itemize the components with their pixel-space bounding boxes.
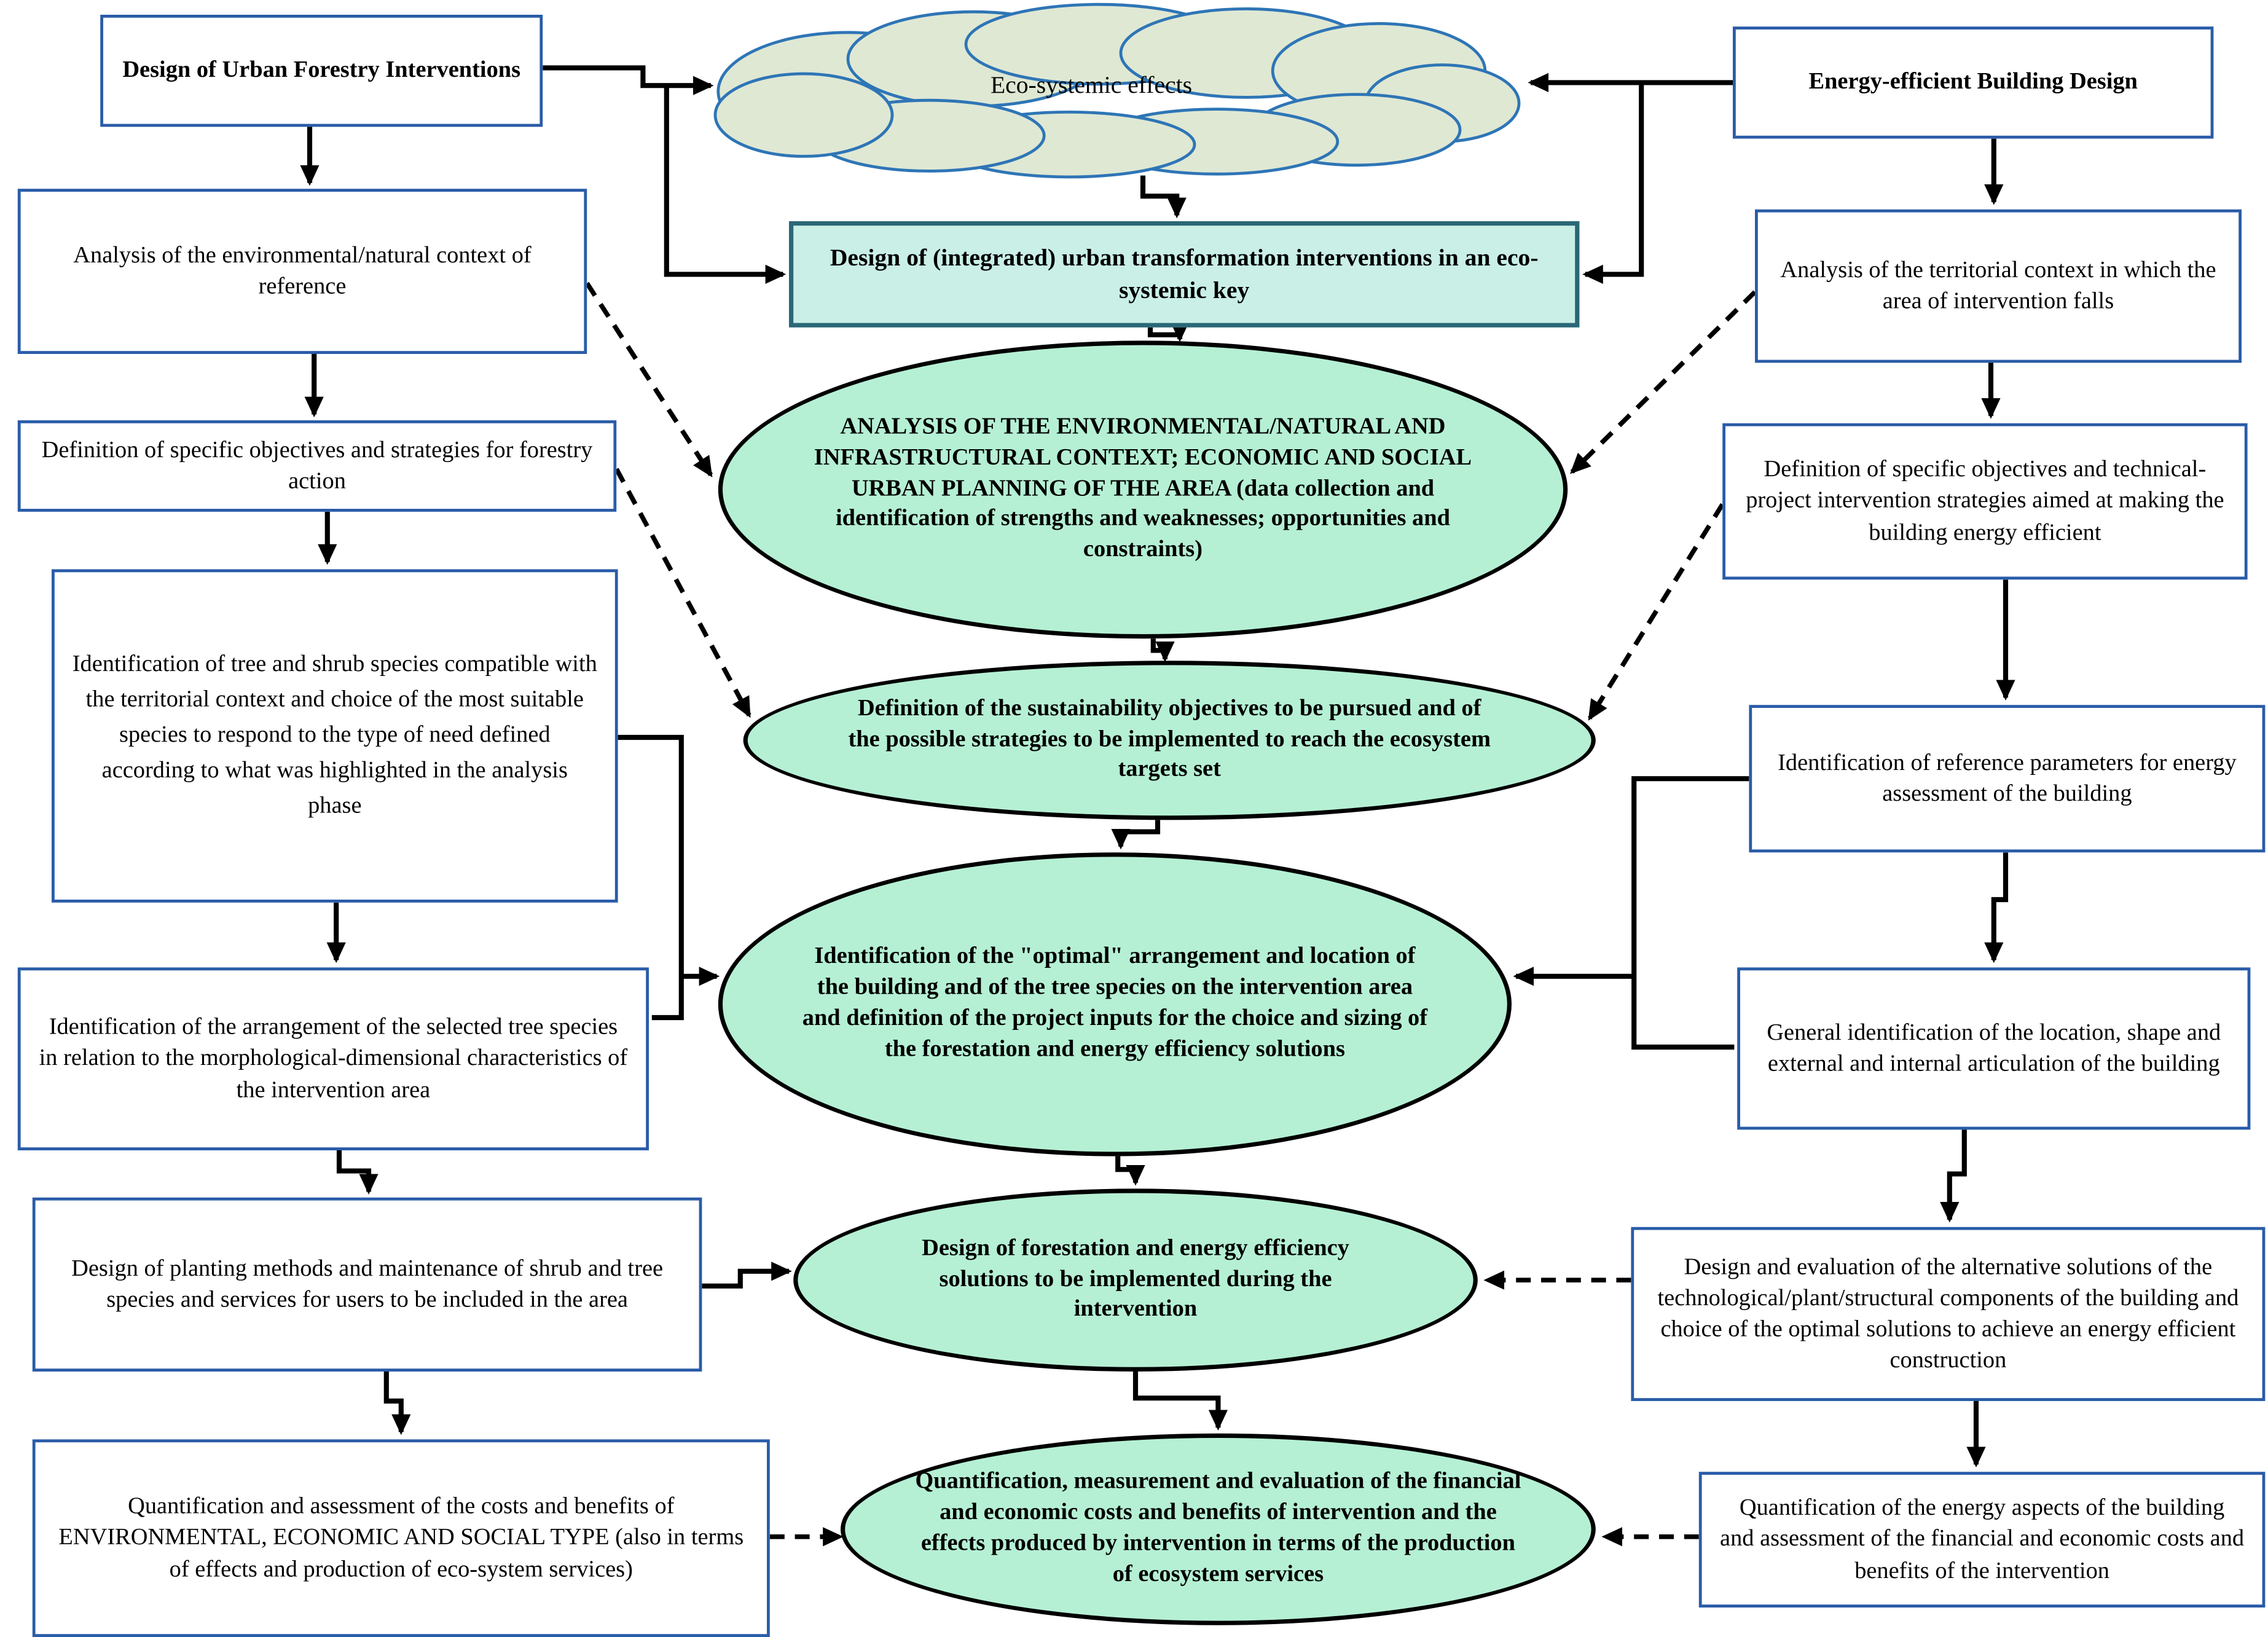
- node-left-species-identification: Identification of tree and shrub species compatible with the territorial context and choice of the most suitable species to respond to the type of need defined according to what was highlighted in the analysis phase: [52, 569, 618, 902]
- ellipse-costs-benefits-evaluation: Quantification, measurement and evaluation of the financial and economic costs and benefits of intervention and the effects produced by intervention in terms of the production of ecosystem services: [841, 1434, 1596, 1625]
- ellipse-context-analysis: ANALYSIS OF THE ENVIRONMENTAL/NATURAL AND INFRASTRUCTURAL CONTEXT; ECONOMIC AND SOCIAL URBAN PLANNING OF THE AREA (data collection and identification of strengths and weaknesses; opportunities and constraints): [718, 340, 1568, 638]
- node-left-species-arrangement: Identification of the arrangement of the selected tree species in relation to the morphological-dimensional characteristics of the intervention area: [18, 967, 649, 1150]
- arrow-analysis-to-objectives: [1153, 638, 1165, 659]
- arrow-design-to-quantification: [1136, 1372, 1218, 1427]
- arrow-building-to-integration: [1585, 82, 1641, 274]
- bracket-right-to-arrangement: [1634, 779, 1749, 1047]
- node-right-energy-quantification: Quantification of the energy aspects of the building and assessment of the financial and economic costs and benefits of the intervention: [1699, 1472, 2266, 1608]
- node-left-forestry-objectives: Definition of specific objectives and strategies for forestry action: [18, 420, 616, 512]
- ellipse-solutions-design: Design of forestation and energy efficiency solutions to be implemented during the intervention: [793, 1188, 1478, 1372]
- arrow-right-3-4: [1994, 852, 2006, 960]
- arrow-integration-to-analysis: [1150, 328, 1180, 339]
- ellipse-optimal-arrangement: Identification of the "optimal" arrangement and location of the building and of the tree species on the intervention area and definition of the project inputs for the choice and sizing of the forestation and energy efficiency solutions: [718, 852, 1512, 1156]
- node-right-territorial-analysis: Analysis of the territorial context in which the area of intervention falls: [1755, 210, 2242, 363]
- ellipse-sustainability-objectives: Definition of the sustainability objectives to be pursued and of the possible strategies to be implemented to reach the ecosystem targets set: [744, 661, 1596, 820]
- node-right-solutions-evaluation: Design and evaluation of the alternative solutions of the technological/plant/structural components of the building and choice of the optimal solutions to achieve an energy efficient construction: [1631, 1227, 2265, 1401]
- arrow-left-5-6: [387, 1372, 401, 1432]
- node-left-planting-design: Design of planting methods and maintenance of shrub and tree species and services for users to be included in the area: [33, 1198, 702, 1372]
- arrow-planting-to-design: [702, 1271, 789, 1286]
- cloud-label: Eco-systemic effects: [990, 71, 1193, 99]
- node-left-environmental-analysis: Analysis of the environmental/natural context of reference: [18, 189, 587, 354]
- node-right-building-objectives: Definition of specific objectives and technical-project intervention strategies aimed at making the building energy efficient: [1722, 423, 2247, 579]
- node-building-design-title: Energy-efficient Building Design: [1733, 26, 2213, 138]
- arrow-forestry-to-cloud: [543, 68, 711, 85]
- dashed-arrow-building-objectives-to-objectives: [1590, 504, 1722, 718]
- node-left-costs-benefits: Quantification and assessment of the costs and benefits of ENVIRONMENTAL, ECONOMIC AND SOCIAL TYPE (also in terms of effects and production of eco-system services): [33, 1439, 770, 1637]
- arrow-objectives-to-arrangement: [1121, 820, 1158, 846]
- node-integration-design: Design of (integrated) urban transformation interventions in an eco-systemic key: [789, 221, 1579, 328]
- arrow-arrangement-to-design: [1118, 1156, 1136, 1183]
- arrow-left-4-5: [339, 1150, 369, 1191]
- node-right-energy-parameters: Identification of reference parameters for energy assessment of the building: [1749, 705, 2265, 852]
- arrow-right-4-5: [1950, 1129, 1964, 1219]
- node-urban-forestry-title: Design of Urban Forestry Interventions: [100, 15, 543, 127]
- node-right-building-identification: General identification of the location, shape and external and internal articulation of the building: [1737, 967, 2250, 1129]
- arrow-cloud-to-integration: [1143, 176, 1177, 216]
